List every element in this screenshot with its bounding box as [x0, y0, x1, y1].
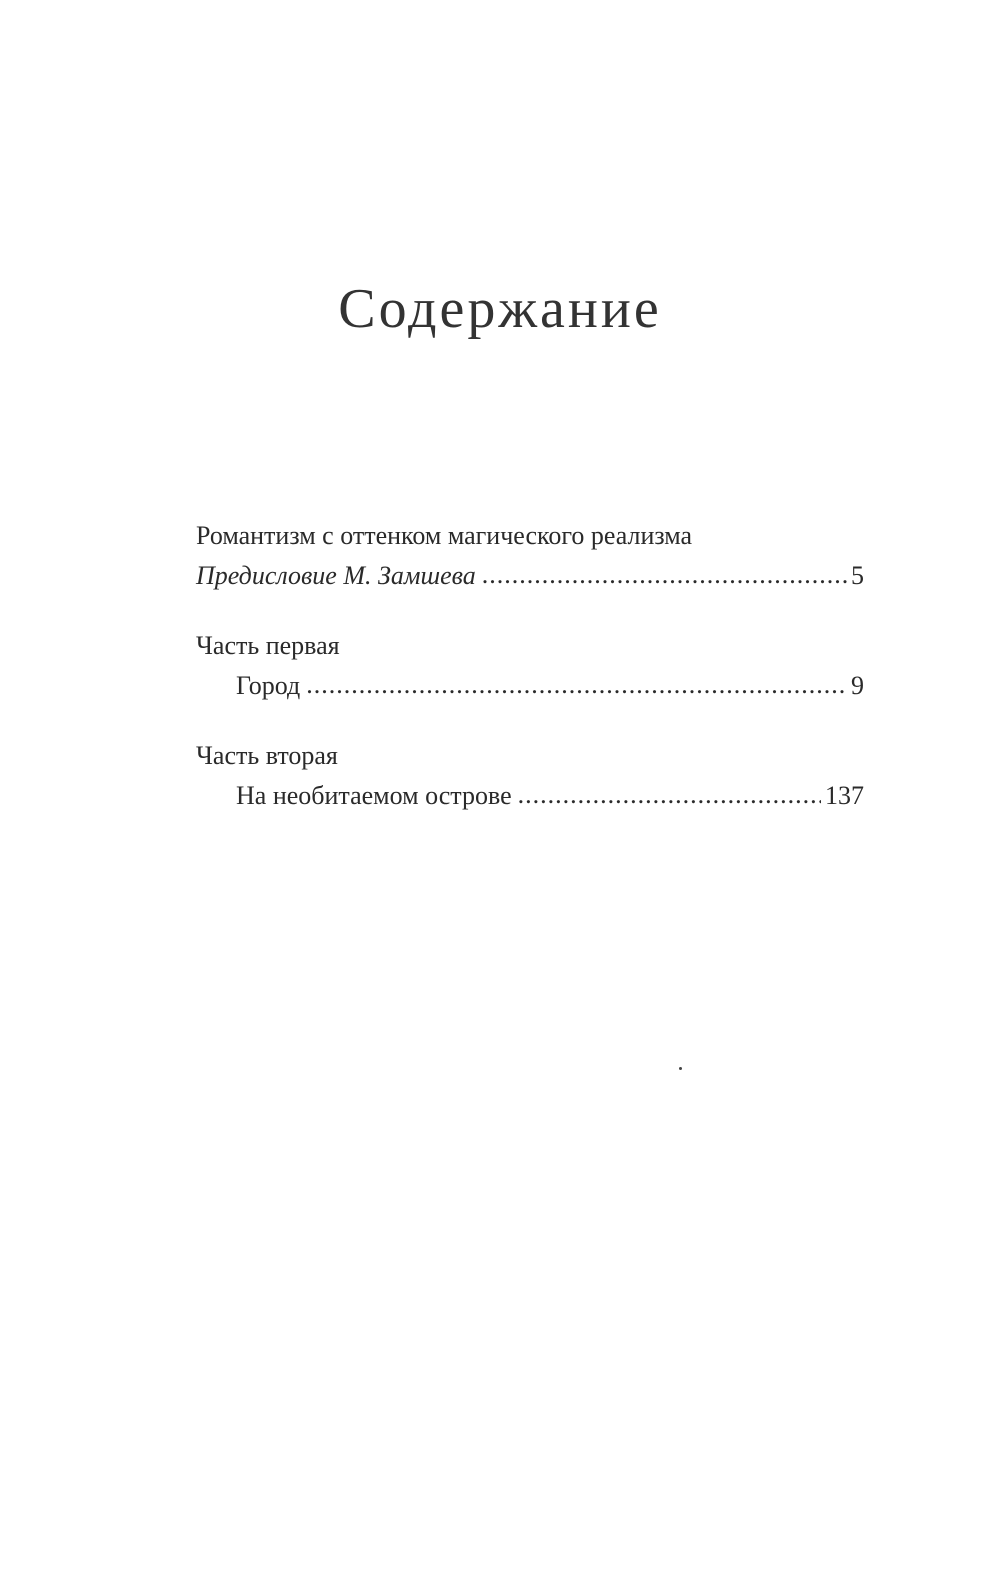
toc-entry[interactable]: [196, 666, 864, 706]
toc-entry[interactable]: [196, 556, 864, 596]
toc-section-foreword: [196, 516, 864, 596]
print-speck: [679, 1067, 682, 1070]
dot-leader: [306, 665, 847, 705]
toc-entry-page-number: 5: [851, 561, 864, 590]
toc-section-heading: Часть первая: [196, 631, 340, 660]
toc-entry-title: Город: [236, 671, 301, 700]
toc-entry-page-number: 137: [825, 781, 864, 810]
toc-section-part-two: [196, 736, 864, 816]
toc-section-heading: Романтизм с оттенком магического реализма: [196, 521, 693, 550]
toc-section-part-one: [196, 626, 864, 706]
page-title: Содержание: [338, 278, 662, 340]
toc-entry-page-number: 9: [851, 671, 864, 700]
dot-leader: [518, 775, 821, 815]
table-of-contents: [196, 516, 864, 846]
toc-entry-title: На необитаемом острове: [236, 781, 512, 810]
dot-leader: [482, 555, 847, 595]
toc-section-heading: Часть вторая: [196, 741, 338, 770]
toc-entry-title: Предисловие М. Замшева: [196, 561, 476, 590]
toc-entry[interactable]: [196, 776, 864, 816]
